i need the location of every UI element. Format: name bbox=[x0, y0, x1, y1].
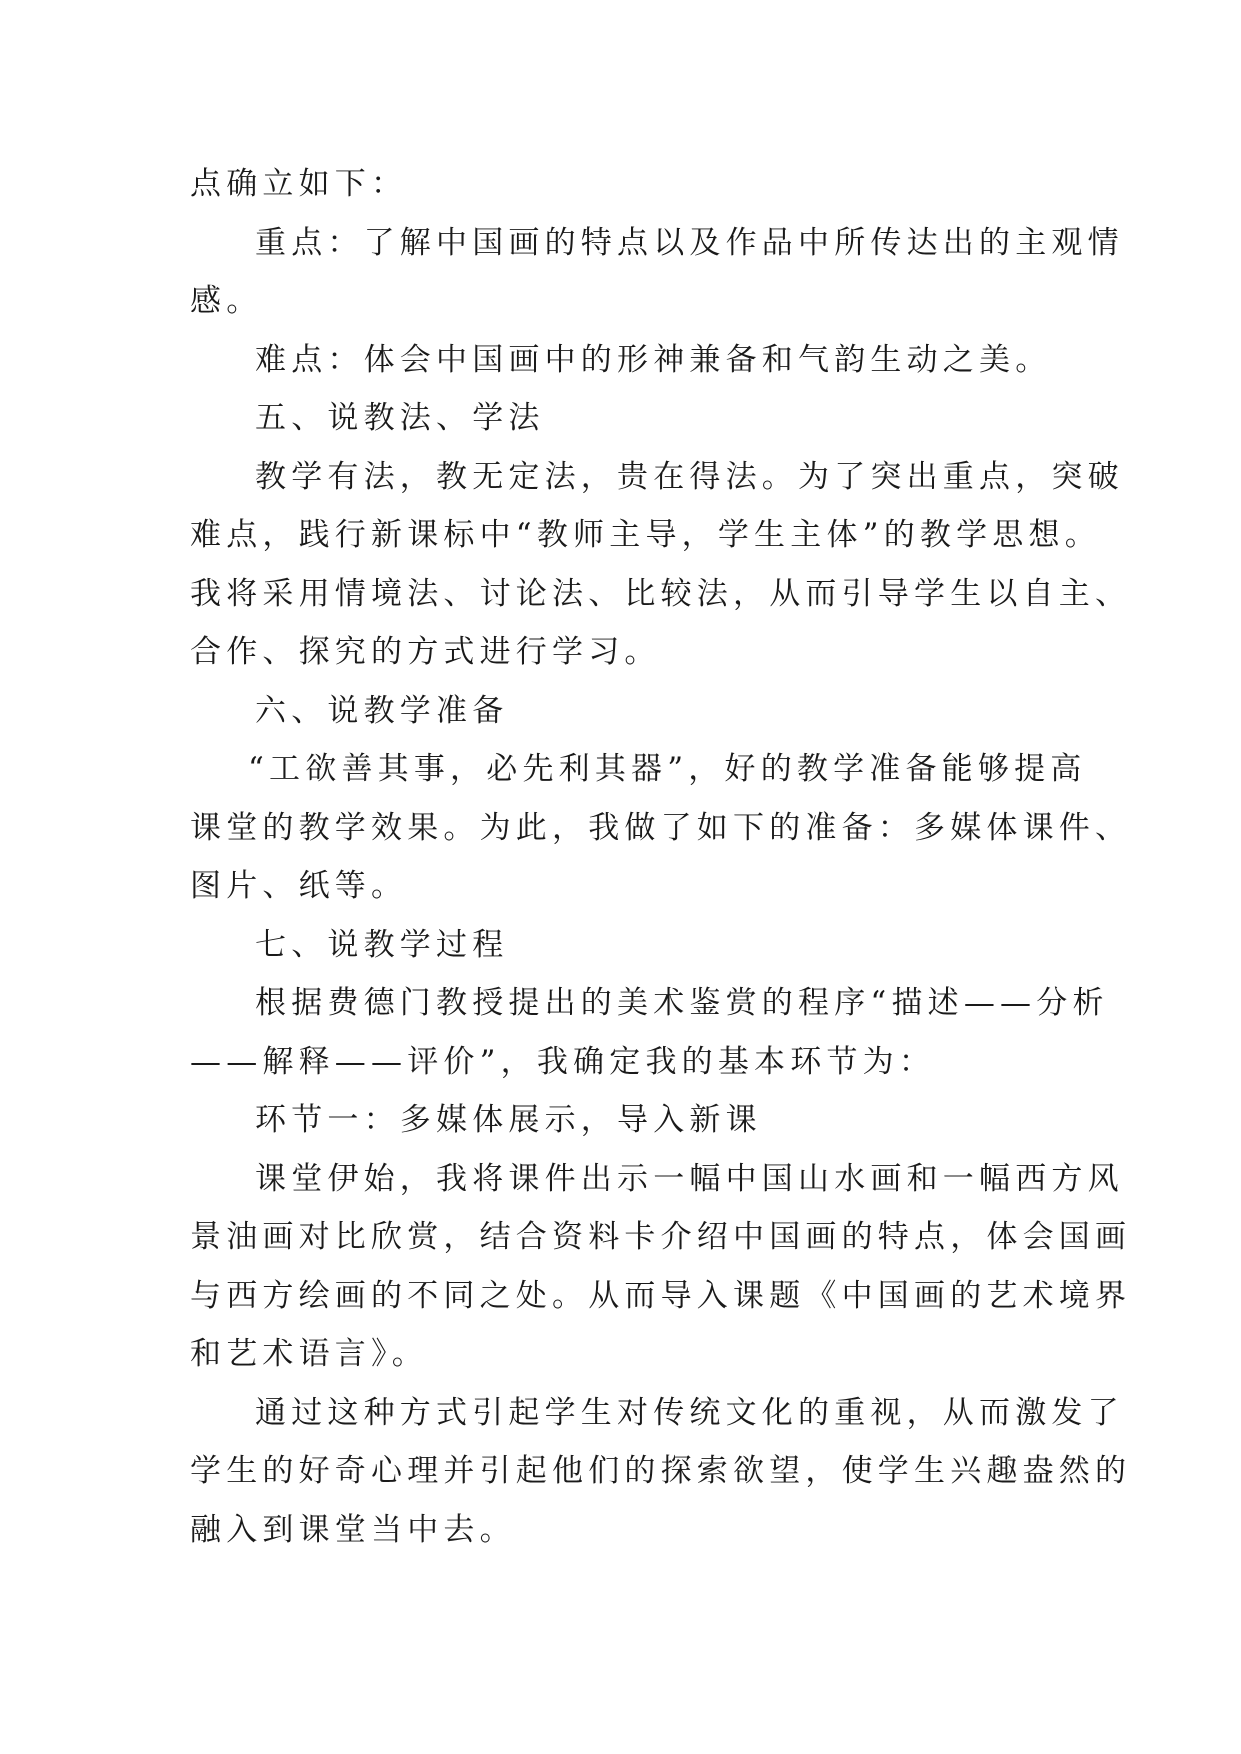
text-line: 点确立如下： bbox=[190, 166, 408, 202]
section-heading-6: 六、说教学准备 bbox=[255, 692, 509, 729]
text-line: 我将采用情境法、讨论法、比较法，从而引导学生以自主、 bbox=[190, 575, 1132, 612]
text-line: 与西方绘画的不同之处。从而导入课题《中国画的艺术境界 bbox=[190, 1277, 1132, 1314]
text-line: 课堂伊始，我将课件出示一幅中国山水画和一幅西方风 bbox=[255, 1160, 1124, 1197]
section-heading-7: 七、说教学过程 bbox=[255, 926, 509, 963]
key-point-line: 重点：了解中国画的特点以及作品中所传达出的主观情 bbox=[255, 224, 1124, 261]
section-heading-5: 五、说教法、学法 bbox=[255, 400, 545, 436]
text-line: 融入到课堂当中去。 bbox=[190, 1511, 516, 1548]
text-line: 课堂的教学效果。为此，我做了如下的准备：多媒体课件、 bbox=[190, 809, 1132, 846]
text-line: 难点，践行新课标中“教师主导，学生主体”的教学思想。 bbox=[190, 517, 1101, 553]
text-line: 图片、纸等。 bbox=[190, 868, 408, 904]
text-line: 学生的好奇心理并引起他们的探索欲望，使学生兴趣盎然的 bbox=[190, 1453, 1132, 1489]
text-line: 合作、探究的方式进行学习。 bbox=[190, 634, 661, 670]
text-line: “工欲善其事，必先利其器”，好的教学准备能够提高 bbox=[248, 751, 1087, 787]
text-line: 和艺术语言》。 bbox=[190, 1336, 428, 1372]
difficult-point-line: 难点：体会中国画中的形神兼备和气韵生动之美。 bbox=[255, 341, 1052, 378]
text-line: 通过这种方式引起学生对传统文化的重视，从而激发了 bbox=[255, 1394, 1124, 1431]
text-line: 感。 bbox=[190, 283, 263, 319]
text-line: 根据费德门教授提出的美术鉴赏的程序“描述——分析 bbox=[255, 985, 1109, 1021]
document-body bbox=[190, 155, 1132, 1559]
text-line: ——解释——评价”，我确定我的基本环节为： bbox=[190, 1043, 936, 1080]
text-line: 教学有法，教无定法，贵在得法。为了突出重点，突破 bbox=[255, 458, 1124, 495]
text-line: 景油画对比欣赏，结合资料卡介绍中国画的特点，体会国画 bbox=[190, 1219, 1132, 1255]
step-heading-1: 环节一：多媒体展示，导入新课 bbox=[255, 1102, 762, 1138]
